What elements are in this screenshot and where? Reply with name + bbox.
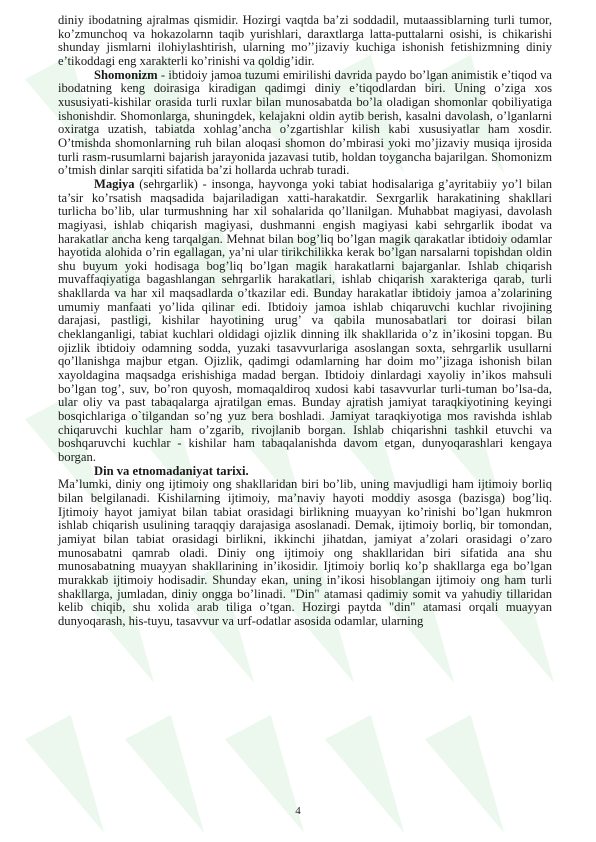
term-shomonizm: Shomonizm: [94, 67, 158, 82]
text-shomonizm: - ibtidoiy jamoa tuzumi emirilishi davrida paydo bo’lgan animistik e’tiqod va ibodatning keng doirasiga kiradigan qadimgi diniy e’tiqodlardan biri. Uning o’ziga xos xususiyati-kishilar orasida turli ruxlar bilan munosabatda bo’la oladigan shomonlar qobiliyatiga ishonishdir. Shomonlarga, shuningdek, kelajakni oldin aytib berish, kasalni davolash, o’lganlarni oxiratga uzatish, tabiatda xohlag’ancha o’zgartishlar kilish kabi xususiyatlar ham xosdir. O’tmishda shomonlarning ruh bilan aloqasi shomon do’mbirasi yoki mo’jizaviy musiqa ijrosida turli rasm-rusumlarni bajarish jarayonida jazavasi tutib, holdan toygancha bajarilgan. Shomonizm o’tmish dinlar sarqiti sifatida ba’zi hollarda uchrab turadi.: [58, 67, 552, 178]
paragraph-magiya: [58, 178, 552, 465]
text-magiya: (sehrgarlik) - insonga, hayvonga yoki tabiat hodisalariga g’ayritabiiy yo’l bilan ta’sir ko’rsatish maqsadida bajariladigan xatti-harakatdir. Sexrgarlik harakatining shakllari turlicha bo’lib, ular turmushning har xil sohalarida qo’llanilgan. Muhabbat magiyasi, davolash magiyasi, ishlab chiqarish magiyasi, dushmanni engish magiyasi kabi sehrgarlik ibodat va harakatlar ancha keng tarqalgan. Mehnat bilan bog’liq bo’lgan magik qarakatlar ibtidoiy odamlar hayotida alohida o’rin egallagan, ya’ni ular tirikchilikka kerak bo’lgan narsalarni topishdan oldin shu buyum yoki hodisaga bog’liq bo’lgan magik harakatlarni bajarganlar. Ishlab chiqarish muvaffaqiyatiga bagashlangan sehrgarlik harakatlari, ishlab chiqarish xarakteriga qarab, turli shakllarda va har xil maqsadlarda o’tkazilar edi. Bunday harakatlar ibtidoiy jamoa a’zolarining umumiy manfaati yo’lida qilinar edi. Ibtidoiy jamoa ishlab chiqaruvchi kuchlar rivojining darajasi, pastligi, kishilar hayotining urug’ va qabila munosabatlari tor doirasi bilan cheklanganligi, tabiat kuchlari oldidagi ojizlik dinning ilk shakllarida o’z in’ikosini topgan. Bu ojizlik ibtidoiy odamning sodda, yuzaki tasavvurlariga asoslangan soxta, sehrgarlik usullarni qo’llanishga majbur etgan. Ojizlik, qadimgi odamlarning har doim mo’’jizaga ishonish bilan xayoldagina maqsadga erishishiga madad bergan. Ibtidoiy dinlardagi xayoliy in’ikos mahsuli bo’lgan tog’, suv, bo’ron quyosh, momaqaldiroq xudosi kabi tasavvurlar turli-tuman bo’lsa-da, ular oliy va past tabaqalarga ajratilgan emas. Bunday ajratish jamiyat taraqkiyotining keyingi bosqichlariga o`tilgandan so’ng yuz bera boshladi. Jamiyat taraqkiyotiga mos ravishda ishlab chiqaruvchi kuchlar ham o’zgarib, rivojlanib borgan. Ishlab chiqarishni tashkil etuvchi va boshqaruvchi kuchlar - kishilar ham tabaqalanishda davom etgan, dunyoqarashlari kengaya borgan.: [58, 176, 552, 464]
paragraph-shomonizm: [58, 69, 552, 178]
paragraph-intro: diniy ibodatning ajralmas qismidir. Hozirgi vaqtda ba’zi soddadil, mutaassiblarning turli tumor, ko’zmunchoq va hokazolarnn taqib yurishlari, daraxtlarga latta-puttalarni osishi, is chikarishi shunday jismlarni ilohiylashtirish, ularning mo’’jizaviy kuchiga ishonish fetishizmning diniy e’tikoddagi eng xarakterli ko’rinishi va qoldig’idir.: [58, 13, 552, 68]
term-magiya: Magiya: [94, 176, 135, 191]
section-heading: Din va etnomadaniyat tarixi.: [94, 463, 249, 478]
page-number: 4: [295, 805, 301, 817]
paragraph-final: Ma’lumki, diniy ong ijtimoiy ong shakllaridan biri bo’lib, uning mavjudligi ham ijtimoiy borliq bilan belgilanadi. Kishilarning ijtimoiy, ma’naviy hayoti moddiy asosga (bazisga) bog’liq. Ijtimoiy hayot jamiyat bilan tabiat orasidagi birlikning muayyan ko’rinishi bo’lgan hukmron ishlab chiqarish usulining taraqqiy darajasiga asoslanadi. Demak, ijtimoiy borliq, bir tomondan, jamiyat bilan tabiat orasidagi birlikni, ikkinchi jihatdan, jamiyat a’zolari orasidagi o’zaro munosabatni qamrab oladi. Diniy ong ijtimoiy ong shakllaridan biri sifatida ana shu munosabatning muayyan shakllarining in’ikosidir. Ijtimoiy borliq ko’p shakllarga ega bo’lgan murakkab ijtimoiy hodisadir. Shunday ekan, uning in’ikosi hisoblangan ijtimoiy ong ham turli shakllarga, jumladan, diniy ongga bo’linadi. "Din" atamasi qadimiy somit va yahudiy tillaridan kelib chiqib, shu xolida arab tiliga o’tgan. Hozirgi paytda "din" atamasi orqali muayyan dunyoqarash, his-tuyu, tasavvur va urf-odatlar asosida odamlar, ularning: [58, 477, 552, 628]
page-body: [58, 14, 552, 629]
